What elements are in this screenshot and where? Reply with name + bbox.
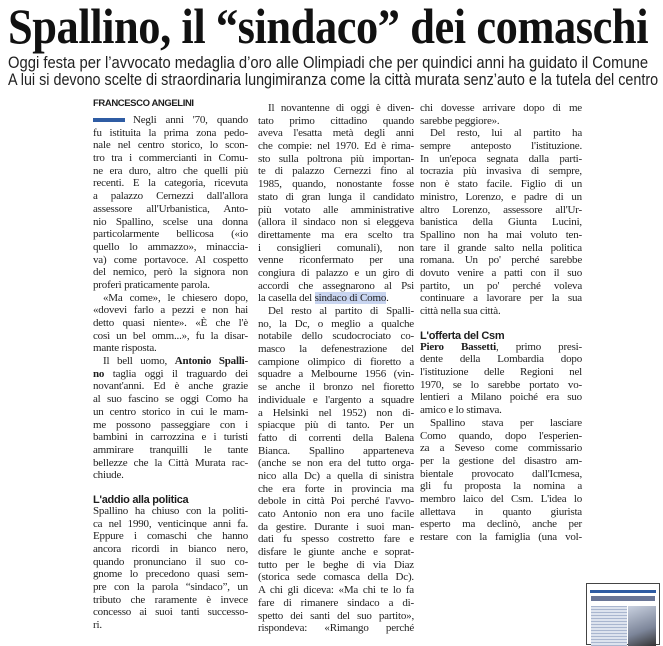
line-text: sempre anteposto l'istituzione.	[420, 140, 582, 153]
line-text: va) come portavoce. Al cospetto	[93, 253, 248, 266]
line-text: «Ma come», le chiesero dopo,	[103, 291, 248, 304]
line-text: del nemico, però la signora non	[93, 266, 248, 279]
bold-name: Antonio Spalli-	[174, 355, 248, 368]
line-text: Spallino non ha mai voluto ten-	[420, 228, 582, 241]
page-thumbnail[interactable]	[586, 583, 660, 645]
line-text: che compie: nel 1970. Ed è rima-	[258, 140, 414, 153]
lead-accent-bar	[93, 118, 125, 122]
text-line	[93, 556, 248, 569]
line-text: la casella del	[258, 292, 315, 305]
text-line	[93, 606, 248, 619]
text-line	[258, 597, 414, 610]
line-text: (allora il sindaco non si eleggeva	[258, 216, 414, 229]
text-line	[93, 505, 248, 518]
text-line	[93, 543, 248, 556]
text-line	[93, 342, 248, 355]
line-text: chi dovesse arrivare dopo di me	[420, 102, 582, 114]
line-text: l'istituzione delle Regioni nel	[420, 366, 582, 379]
line-text: venne riconfermato per una	[258, 254, 414, 267]
line-text: me possono passeggiare con i	[93, 418, 248, 431]
text-line	[93, 241, 248, 254]
text-line	[420, 305, 582, 318]
line-text: assessore all'Urbanistica, Anto-	[93, 202, 248, 215]
text-line	[93, 266, 248, 279]
text-line	[420, 191, 582, 204]
text-line	[258, 305, 414, 318]
text-line	[258, 254, 414, 267]
text-line	[93, 165, 248, 178]
paragraph	[93, 355, 248, 482]
line-text: (storica sede comasca della Dc).	[258, 571, 414, 584]
line-text: nale nel centro storico, lo scon-	[93, 139, 248, 152]
line-text: così un bel omm...», fu la disar-	[93, 329, 248, 342]
text-line	[420, 127, 582, 140]
line-text: chiude.	[93, 469, 124, 482]
text-line	[93, 292, 248, 305]
line-text: per la gestione del disastro am-	[420, 454, 582, 467]
line-text: Como quando, dopo l'esperien-	[420, 429, 582, 442]
text-line	[258, 102, 414, 115]
text-line	[258, 483, 414, 496]
text-line	[420, 506, 582, 519]
text-line	[258, 242, 414, 255]
text-line	[93, 279, 248, 292]
line-text: gli fu proposta la nomina a	[420, 480, 582, 493]
text-line	[420, 153, 582, 166]
line-text: aveva l'esatta metà degli anni	[258, 127, 414, 140]
text-line	[420, 455, 582, 468]
thumbnail-photo	[628, 606, 656, 646]
line-text: (anche se non era del tutto orga-	[258, 457, 414, 470]
text-line	[93, 190, 248, 203]
line-text: città nella sua città.	[420, 305, 501, 317]
line-text: pre con la parola “sindaco”, un	[93, 581, 248, 594]
line-text: membro laico del Csm. L'idea lo	[420, 492, 582, 505]
line-text: A chi gli diceva: «Ma chi te lo fa	[258, 584, 414, 597]
text-line	[93, 518, 248, 531]
thumbnail-title	[591, 596, 655, 601]
line-text: tutto per le beghe di via Diaz	[258, 558, 414, 571]
section-subhead: L'addio alla politica	[93, 493, 189, 506]
text-line	[258, 292, 414, 305]
line-text: masco la defenestrazione del	[258, 343, 414, 356]
line-text: stato di gran lunga il candidato	[258, 190, 414, 203]
text-line	[93, 581, 248, 594]
line-text: tro tra i commercianti in Comu-	[93, 152, 248, 165]
line-text: Negli anni '70, quando	[133, 114, 248, 126]
text-line	[93, 114, 248, 127]
line-text: individuale e l'argento a squadre	[258, 393, 414, 406]
line-text: romana. Un po' perché sarebbe	[420, 254, 582, 267]
line-text: detto quasi niente». «È che l'è	[93, 317, 248, 329]
line-text: amico e lo stimava.	[420, 404, 502, 417]
text-line	[93, 317, 248, 330]
line-text: più votato alle amministrative	[258, 203, 414, 216]
bold-name: no	[93, 367, 105, 380]
text-line	[420, 115, 582, 128]
line-text: al suo fascino se oggi Como ha	[93, 393, 248, 406]
text-line	[258, 165, 414, 178]
subtitle-line-2: A lui si devono scelte di straordinaria lungimiranza come la città murata senz’auto e la tutela del centro	[8, 70, 659, 89]
paragraph	[258, 102, 414, 305]
text-line	[420, 442, 582, 455]
text-line	[258, 115, 414, 128]
text-line	[258, 394, 414, 407]
line-text: Bianca. Spallino apparteneva	[258, 444, 414, 457]
text-line	[258, 140, 414, 153]
text-line	[93, 139, 248, 152]
line-text: campione olimpico di fioretto a	[258, 355, 414, 368]
line-text: i consiglieri comunali), non	[258, 241, 414, 254]
line-text: esperto ma declinò, anche per	[420, 518, 582, 531]
bold-name: Piero Bassetti	[420, 340, 497, 353]
text-line	[93, 228, 248, 241]
text-line	[93, 368, 248, 381]
line-text: debole in città Poi perché l'avvo-	[258, 495, 414, 508]
text-line	[258, 445, 414, 458]
paragraph	[420, 127, 582, 317]
subtitle-line-1: Oggi festa per l’avvocato medaglia d’oro alle Olimpiadi che per quindici anni ha guidato il Comune	[8, 53, 649, 72]
line-text: ministro, Lorenzo, e padre di un	[420, 190, 582, 203]
paragraph	[93, 114, 248, 292]
text-line	[420, 391, 582, 404]
text-line	[258, 546, 414, 559]
line-text: taglia oggi il traguardo dei	[104, 367, 248, 380]
line-text: dovuto venire a patti con il suo	[420, 266, 582, 279]
line-text: a Helsinki nel 1952) non di-	[258, 406, 414, 419]
text-line	[420, 417, 582, 430]
text-line	[93, 127, 248, 140]
text-line	[258, 356, 414, 369]
text-line	[93, 216, 248, 229]
text-line	[258, 204, 414, 217]
line-text: quando pronunciano il suo co-	[93, 555, 248, 568]
line-text: Eppure i comaschi che hanno	[93, 530, 248, 543]
text-line	[258, 127, 414, 140]
paragraph	[93, 292, 248, 355]
line-text: banistica della Giunta Lucini,	[420, 216, 582, 229]
line-text: Il novantenne di oggi è diven-	[268, 102, 414, 114]
line-text: notabile dello scudocrociato co-	[258, 330, 414, 343]
line-text: non è stato facile. Figlio di un	[420, 178, 582, 191]
text-line	[93, 330, 248, 343]
text-line	[258, 584, 414, 597]
text-line	[420, 518, 582, 531]
line-text: disfare le giunte anche e soprat-	[258, 546, 414, 559]
line-text: se anche il bronzo nel fioretto	[258, 381, 414, 394]
section-subhead: L'offerta del Csm	[420, 329, 505, 342]
text-line	[258, 368, 414, 381]
line-text: .	[386, 292, 389, 305]
text-line	[258, 318, 414, 331]
text-line	[93, 304, 248, 317]
text-line	[258, 470, 414, 483]
line-text: Del resto al partito di Spalli-	[268, 305, 414, 317]
text-line	[420, 216, 582, 229]
line-text: dente della Lombardia dopo	[420, 353, 582, 366]
paragraph	[258, 305, 414, 635]
text-line	[420, 267, 582, 280]
text-line	[258, 191, 414, 204]
line-text: nico alla Dc) a quella di sinistra	[258, 469, 414, 482]
line-text: tributo che raramente è invece	[93, 593, 248, 606]
line-text: direttamente ma era scelto tra	[258, 228, 414, 241]
text-line	[93, 419, 248, 432]
article-column-3	[420, 102, 582, 544]
line-text: bellezze che la Città Murata rac-	[93, 456, 248, 469]
text-line	[258, 622, 414, 635]
text-line	[258, 229, 414, 242]
text-line	[420, 280, 582, 293]
text-line	[93, 431, 248, 444]
line-text: rispondeva: «Rimango perché	[258, 622, 414, 635]
line-text: 1970, se lo sarebbe portato vo-	[420, 378, 582, 391]
line-text: da gestire. Durante i suoi man-	[258, 520, 414, 533]
text-line	[420, 140, 582, 153]
text-line	[258, 407, 414, 420]
text-line	[93, 254, 248, 267]
line-text: fare di rimanere sindaco a di-	[258, 596, 414, 609]
text-line	[258, 432, 414, 445]
line-text: squadre a Melbourne 1956 (vin-	[258, 368, 414, 381]
line-text: mante risposta.	[93, 342, 157, 355]
text-line	[420, 242, 582, 255]
line-text: concesso ai suoi tanti successo-	[93, 606, 248, 619]
line-text: ammirare tranquilli le tante	[93, 443, 248, 456]
text-line	[258, 508, 414, 521]
article-column-2	[258, 102, 414, 635]
line-text: continuare a lavorare per la sua	[420, 292, 582, 305]
line-text: sarebbe peggiore».	[420, 114, 500, 127]
line-text: Del resto, lui al partito ha	[430, 127, 582, 140]
paragraph	[420, 102, 582, 127]
text-line	[420, 204, 582, 217]
text-line	[93, 568, 248, 581]
line-text: cato Antonio non era uno facile	[258, 508, 414, 520]
line-text: ca nel 1990, venticinque anni fa.	[93, 517, 248, 530]
text-line	[258, 178, 414, 191]
text-line	[420, 430, 582, 443]
line-text: Il bell uomo,	[103, 355, 175, 368]
text-line	[93, 393, 248, 406]
text-line	[93, 380, 248, 393]
text-line	[258, 330, 414, 343]
paragraph	[420, 417, 582, 544]
text-line	[420, 229, 582, 242]
text-line	[258, 610, 414, 623]
line-text: quello lo ammazzo», minaccia-	[93, 240, 248, 253]
thumbnail-text	[591, 606, 627, 646]
line-text: 1985, quando, nonostante fosse	[258, 178, 414, 191]
text-line	[420, 102, 582, 115]
text-line	[420, 165, 582, 178]
line-text: accordi che assegnarono al Psi	[258, 279, 414, 292]
highlighted-text[interactable]: sindaco di Como	[314, 292, 387, 305]
text-line	[258, 267, 414, 280]
line-text: no, la Dc, o meglio a qualche	[258, 317, 414, 330]
line-text: novant'anni. Ed è anche grazie	[93, 380, 248, 393]
line-text: te di palazzo Cernezzi fino al	[258, 165, 414, 178]
line-text: sto sulla poltrona più importan-	[258, 152, 414, 165]
headline: Spallino, il “sindaco” dei comaschi	[8, 0, 649, 54]
text-line	[420, 493, 582, 506]
text-line	[93, 406, 248, 419]
text-line	[420, 480, 582, 493]
text-line	[93, 177, 248, 190]
line-text: tocrazia più invasiva di sempre,	[420, 165, 582, 178]
line-text: tato primo cittadino quando	[258, 114, 414, 127]
line-text: «dovevi farlo a pezzi e non hai	[93, 304, 248, 317]
line-text: partito, un po' perché voleva	[420, 279, 582, 292]
line-text: nio Spallino, scelse una donna	[93, 215, 248, 228]
line-text: restare con la famiglia (una vol-	[420, 531, 582, 543]
text-line	[420, 254, 582, 267]
line-text: congiura di palazzo e un giro di	[258, 266, 414, 279]
line-text: recenti. E la categoria, ricevuta	[93, 177, 248, 190]
text-line	[93, 203, 248, 216]
text-line	[420, 404, 582, 417]
line-text: spiacque più di tanto. Per un	[258, 419, 414, 432]
text-line	[258, 153, 414, 166]
paragraph	[93, 505, 248, 632]
text-line	[93, 530, 248, 543]
text-line	[420, 353, 582, 366]
line-text: ne era duro, altro che quelli più	[93, 164, 248, 177]
line-text: spetto dei santi del suo partito»,	[258, 609, 414, 622]
line-text: un centro storico in cui le mam-	[93, 405, 248, 418]
text-line	[258, 521, 414, 534]
text-line	[420, 178, 582, 191]
text-line	[258, 343, 414, 356]
text-line	[420, 366, 582, 379]
line-text: In un'epoca segnata dalla parti-	[420, 152, 582, 165]
line-text: Spallino ha chiuso con la politi-	[93, 504, 248, 517]
text-line	[93, 355, 248, 368]
text-line	[93, 619, 248, 632]
text-line	[93, 594, 248, 607]
line-text: fatto di correnti della Balena	[258, 431, 414, 444]
text-line	[258, 216, 414, 229]
line-text: bientale provocato dall'Icmesa,	[420, 467, 582, 480]
thumbnail-header-bar	[590, 590, 656, 593]
text-line	[258, 280, 414, 293]
text-line	[420, 468, 582, 481]
line-text: a palazzo Cernezzi dall'allora	[93, 190, 248, 203]
line-text: fu istituita la prima zona pedo-	[93, 126, 248, 139]
line-text: za a Seveso come commissario	[420, 442, 582, 455]
line-text: che era forte in provincia ma	[258, 482, 414, 495]
line-text: Spallino stava per lasciare	[430, 416, 582, 429]
text-line	[420, 379, 582, 392]
line-text: , primo presi-	[496, 340, 582, 353]
line-text: allettava in quanto giurista	[420, 505, 582, 518]
line-text: altro Lorenzo, assessore all'Ur-	[420, 203, 582, 216]
text-line	[258, 381, 414, 394]
line-text: ri.	[93, 619, 102, 632]
line-text: proferì praticamente parola.	[93, 278, 210, 291]
line-text: bambini in carrozzina e i turisti	[93, 431, 248, 444]
paragraph	[420, 341, 582, 417]
article-column-1	[93, 114, 248, 632]
text-line	[258, 559, 414, 572]
text-line	[93, 469, 248, 482]
text-line	[93, 444, 248, 457]
text-line	[258, 533, 414, 546]
text-line	[258, 495, 414, 508]
line-text: tare il grande salto nella politica	[420, 241, 582, 254]
line-text: dati fu spesso costretto fare e	[258, 533, 414, 546]
text-line	[420, 341, 582, 354]
line-text: gnome lo precedono quasi sem-	[93, 568, 248, 581]
line-text: ancora ricordi in bianco nero,	[93, 543, 248, 555]
text-line	[420, 292, 582, 305]
text-line	[258, 419, 414, 432]
line-text: lentieri a Milano poiché era suo	[420, 391, 582, 404]
text-line	[258, 571, 414, 584]
text-line	[420, 531, 582, 544]
text-line	[93, 152, 248, 165]
text-line	[258, 457, 414, 470]
text-line	[93, 457, 248, 470]
line-text: particolarmente bellicosa («io	[93, 228, 248, 241]
byline: FRANCESCO ANGELINI	[93, 98, 194, 109]
